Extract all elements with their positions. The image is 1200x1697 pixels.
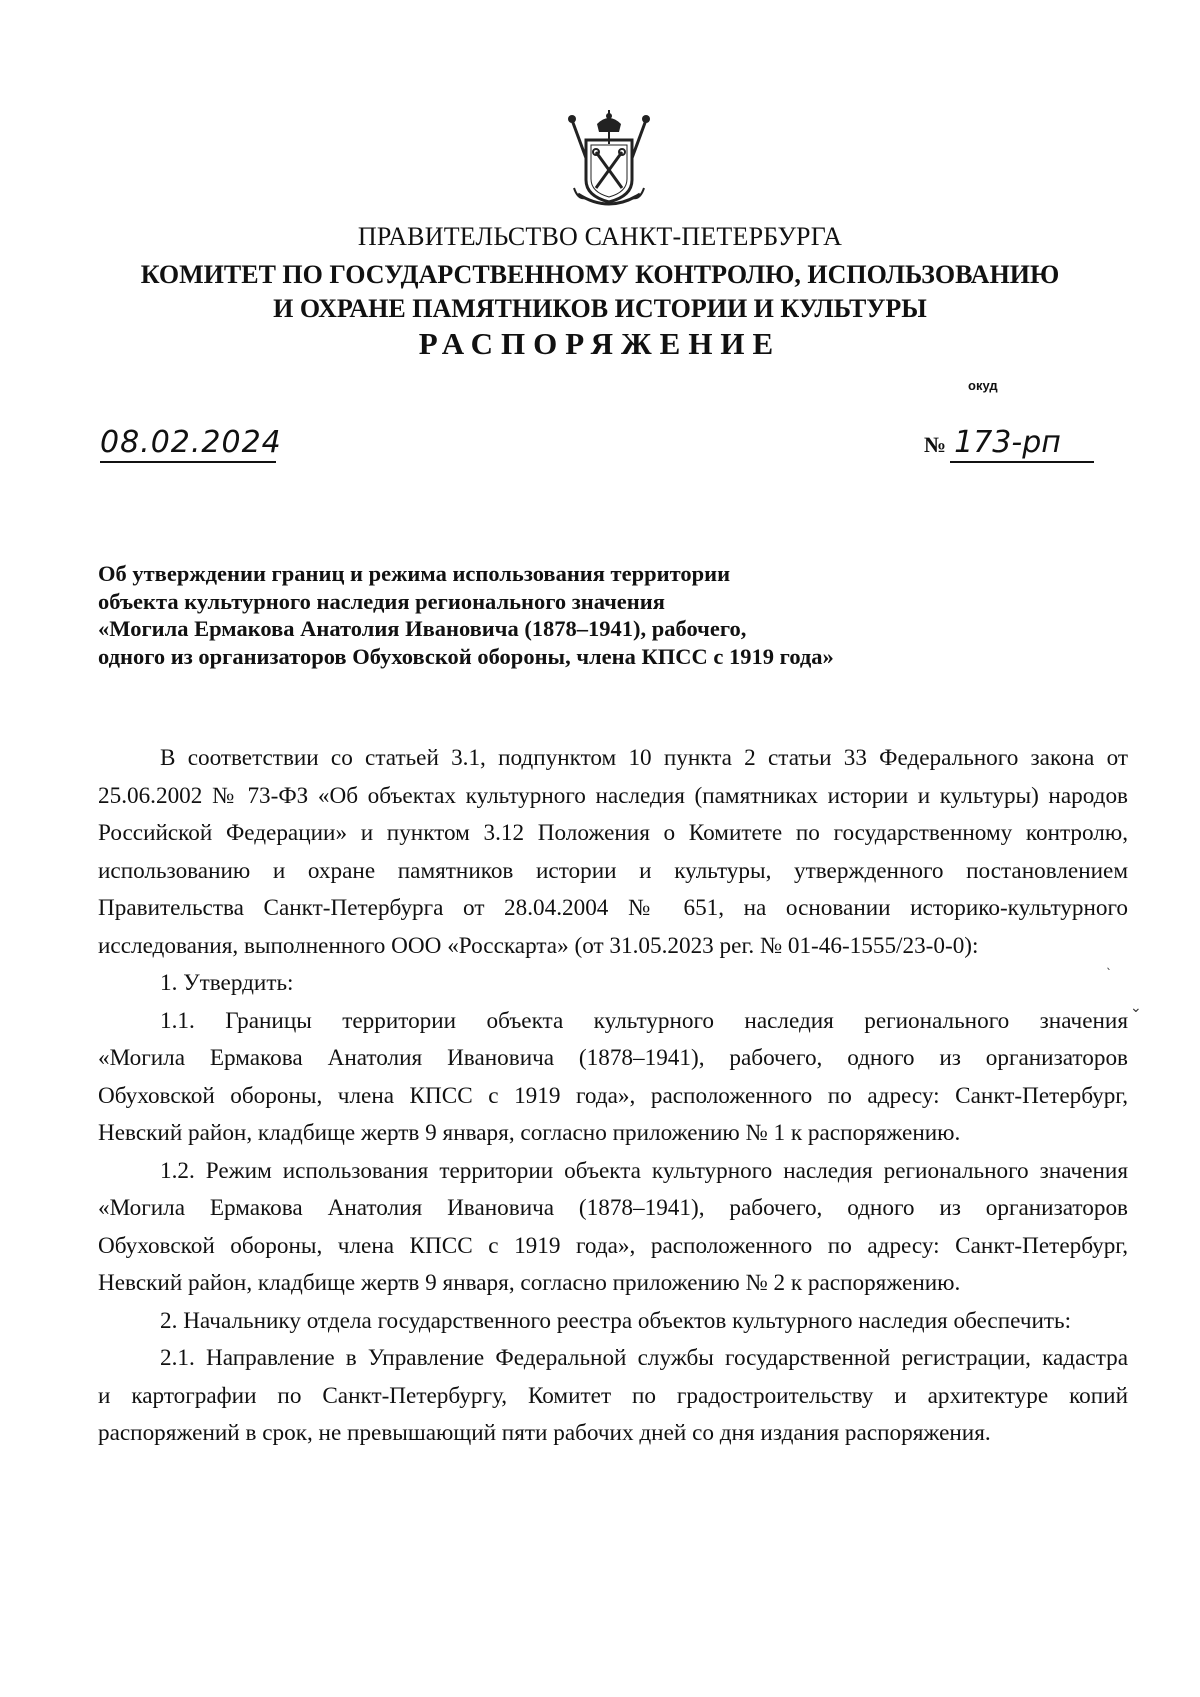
text-line: распоряжений в срок, не превышающий пяти рабочих дней со дня издания распоряжения.	[98, 1420, 991, 1446]
text-line: Невский район, кладбище жертв 9 января, согласно приложению № 2 к распоряжению.	[98, 1270, 961, 1296]
scan-speck: ⌄	[1130, 1000, 1142, 1016]
text-line: В соответствии со статьей 3.1, подпунктом 10 пункта 2 статьи 33 Федерального закона от	[160, 745, 1128, 771]
text-line: Обуховской обороны, члена КПСС с 1919 года», расположенного по адресу: Санкт-Петербург,	[98, 1232, 1128, 1259]
coat-of-arms-emblem	[564, 110, 654, 210]
text-line: и картографии по Санкт-Петербургу, Комитет по градостроительству и архитектуре копий	[98, 1382, 1128, 1409]
government-name: ПРАВИТЕЛЬСТВО САНКТ-ПЕТЕРБУРГА	[357, 222, 843, 251]
text-line: использованию и охране памятников истории и культуры, утвержденного постановлением	[98, 857, 1128, 884]
paragraph-item-1-2	[98, 1153, 1128, 1303]
scan-speck: ˎ	[1106, 956, 1112, 970]
committee-line-2: И ОХРАНЕ ПАМЯТНИКОВ ИСТОРИИ И КУЛЬТУРЫ	[273, 294, 927, 323]
text-line: Правительства Санкт-Петербурга от 28.04.2004 № 651, на основании историко-культурного	[98, 895, 1128, 921]
paragraph-item-2-1	[98, 1340, 1128, 1453]
number-sign: №	[924, 432, 947, 457]
paragraph-item-1-1	[98, 1003, 1128, 1153]
text-line: Российской Федерации» и пунктом 3.12 Положения о Комитете по государственному контролю,	[98, 820, 1128, 846]
committee-name	[0, 258, 1200, 326]
document-number	[924, 425, 1104, 466]
text-line: «Могила Ермакова Анатолия Ивановича (1878–1941), рабочего, одного из организаторов	[98, 1045, 1128, 1071]
document-type: РАСПОРЯЖЕНИЕ	[418, 326, 782, 361]
paragraph-item-1: 1. Утвердить:	[160, 970, 294, 996]
document-date: 08.02.2024	[100, 425, 276, 463]
title-line: одного из организаторов Обуховской обороны, члена КПСС с 1919 года»	[98, 643, 834, 669]
text-line: 2.1. Направление в Управление Федеральной службы государственной регистрации, кадастра	[160, 1345, 1128, 1371]
okud-label: окуд	[968, 378, 998, 393]
text-line: 25.06.2002 № 73-ФЗ «Об объектах культурного наследия (памятниках истории и культуры) народов	[98, 782, 1128, 809]
paragraph-item-2: 2. Начальнику отдела государственного реестра объектов культурного наследия обеспечить:	[160, 1307, 1072, 1334]
committee-line-1: КОМИТЕТ ПО ГОСУДАРСТВЕННОМУ КОНТРОЛЮ, ИСПОЛЬЗОВАНИЮ	[140, 260, 1060, 289]
paragraph-preamble	[98, 740, 1128, 965]
text-line: Обуховской обороны, члена КПСС с 1919 года», расположенного по адресу: Санкт-Петербург,	[98, 1082, 1128, 1109]
title-line: объекта культурного наследия регионального значения	[98, 588, 665, 614]
text-line: исследования, выполненного ООО «Росскарта» (от 31.05.2023 рег. № 01-46-1555/23-0-0):	[98, 932, 979, 959]
text-line: 1.1. Границы территории объекта культурного наследия регионального значения	[160, 1007, 1128, 1034]
document-title	[98, 560, 998, 670]
text-line: 1.2. Режим использования территории объекта культурного наследия регионального значения	[160, 1157, 1128, 1184]
text-line: «Могила Ермакова Анатолия Ивановича (1878–1941), рабочего, одного из организаторов	[98, 1195, 1128, 1221]
title-line: «Могила Ермакова Анатолия Ивановича (1878–1941), рабочего,	[98, 616, 747, 641]
title-line: Об утверждении границ и режима использования территории	[98, 561, 731, 586]
document-body	[98, 740, 1128, 1453]
text-line: Невский район, кладбище жертв 9 января, согласно приложению № 1 к распоряжению.	[98, 1120, 961, 1146]
number-value: 173-рп	[950, 425, 1094, 463]
